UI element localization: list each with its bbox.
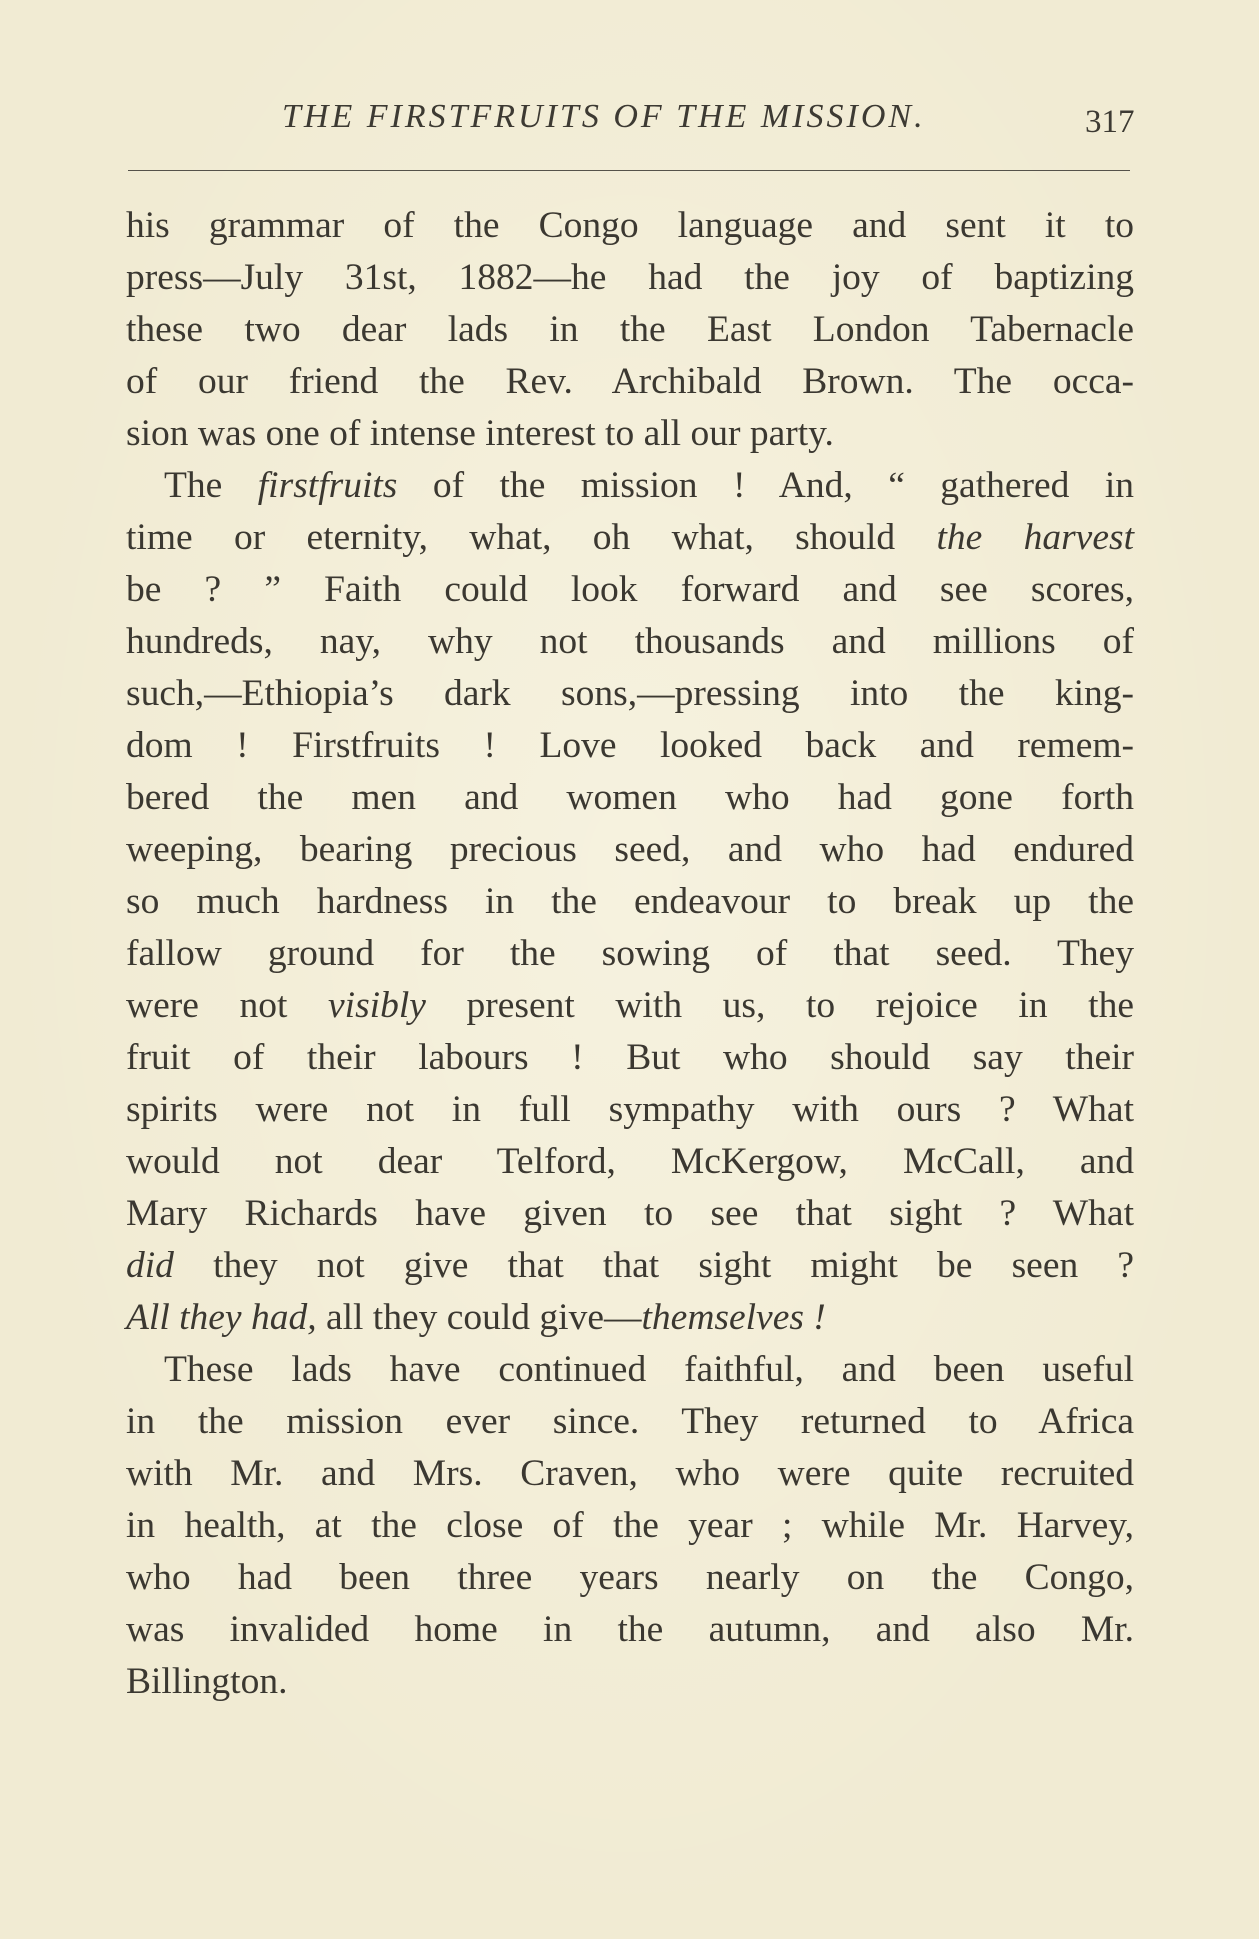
- paragraph-2: [126, 460, 1134, 1344]
- text-line: fruit of their labours ! But who should say their: [126, 1037, 1134, 1078]
- text-line: would not dear Telford, McKergow, McCall, and: [126, 1141, 1134, 1182]
- italic-text: the harvest: [936, 517, 1134, 558]
- italic-text: firstfruits: [257, 465, 398, 506]
- paragraph-3: [126, 1344, 1134, 1708]
- text-line: such,—Ethiopia’s dark sons,—pressing into the king-: [126, 673, 1134, 714]
- text-line: sion was one of intense interest to all our party.: [126, 413, 834, 454]
- page-number: 317: [1085, 104, 1135, 140]
- text-line: spirits were not in full sympathy with ours ? What: [126, 1089, 1134, 1130]
- text-line: who had been three years nearly on the Congo,: [126, 1557, 1134, 1598]
- text-line: time or eternity, what, oh what, should the harvest: [126, 517, 1134, 558]
- text-line: Mary Richards have given to see that sight ? What: [126, 1193, 1134, 1234]
- running-head: [0, 98, 1259, 148]
- text-line: so much hardness in the endeavour to break up the: [126, 881, 1134, 922]
- text-line: his grammar of the Congo language and sent it to: [126, 205, 1134, 246]
- text-line: was invalided home in the autumn, and also Mr.: [126, 1609, 1134, 1650]
- body-text: [126, 200, 1134, 1708]
- running-title: THE FIRSTFRUITS OF THE MISSION.: [282, 98, 926, 135]
- text-line: dom ! Firstfruits ! Love looked back and remem-: [126, 725, 1134, 766]
- header-rule: [128, 170, 1130, 171]
- text-line: hundreds, nay, why not thousands and millions of: [126, 621, 1134, 662]
- text-line: were not visibly present with us, to rejoice in the: [126, 985, 1134, 1026]
- text-line: with Mr. and Mrs. Craven, who were quite recruited: [126, 1453, 1134, 1494]
- text-line: in the mission ever since. They returned to Africa: [126, 1401, 1134, 1442]
- italic-text: visibly: [328, 985, 426, 1026]
- text-line: in health, at the close of the year ; while Mr. Harvey,: [126, 1505, 1134, 1546]
- text-line: These lads have continued faithful, and been useful: [164, 1349, 1134, 1390]
- text-line: bered the men and women who had gone forth: [126, 777, 1134, 818]
- text-line: be ? ” Faith could look forward and see scores,: [126, 569, 1134, 610]
- paragraph-1: [126, 200, 1134, 460]
- italic-text: themselves !: [641, 1297, 826, 1338]
- text-line: weeping, bearing precious seed, and who had endured: [126, 829, 1134, 870]
- text-line: All they had, all they could give—themselves !: [126, 1297, 826, 1338]
- italic-text: All they had,: [126, 1297, 317, 1338]
- italic-text: did: [126, 1245, 174, 1286]
- text-line: these two dear lads in the East London Tabernacle: [126, 309, 1134, 350]
- text-line: press—July 31st, 1882—he had the joy of baptizing: [126, 257, 1134, 298]
- text-line: of our friend the Rev. Archibald Brown. The occa-: [126, 361, 1134, 402]
- text-line: Billington.: [126, 1661, 288, 1702]
- text-line: did they not give that that sight might be seen ?: [126, 1245, 1135, 1286]
- text-line: fallow ground for the sowing of that seed. They: [126, 933, 1134, 974]
- text-line: The firstfruits of the mission ! And, “ gathered in: [164, 465, 1135, 506]
